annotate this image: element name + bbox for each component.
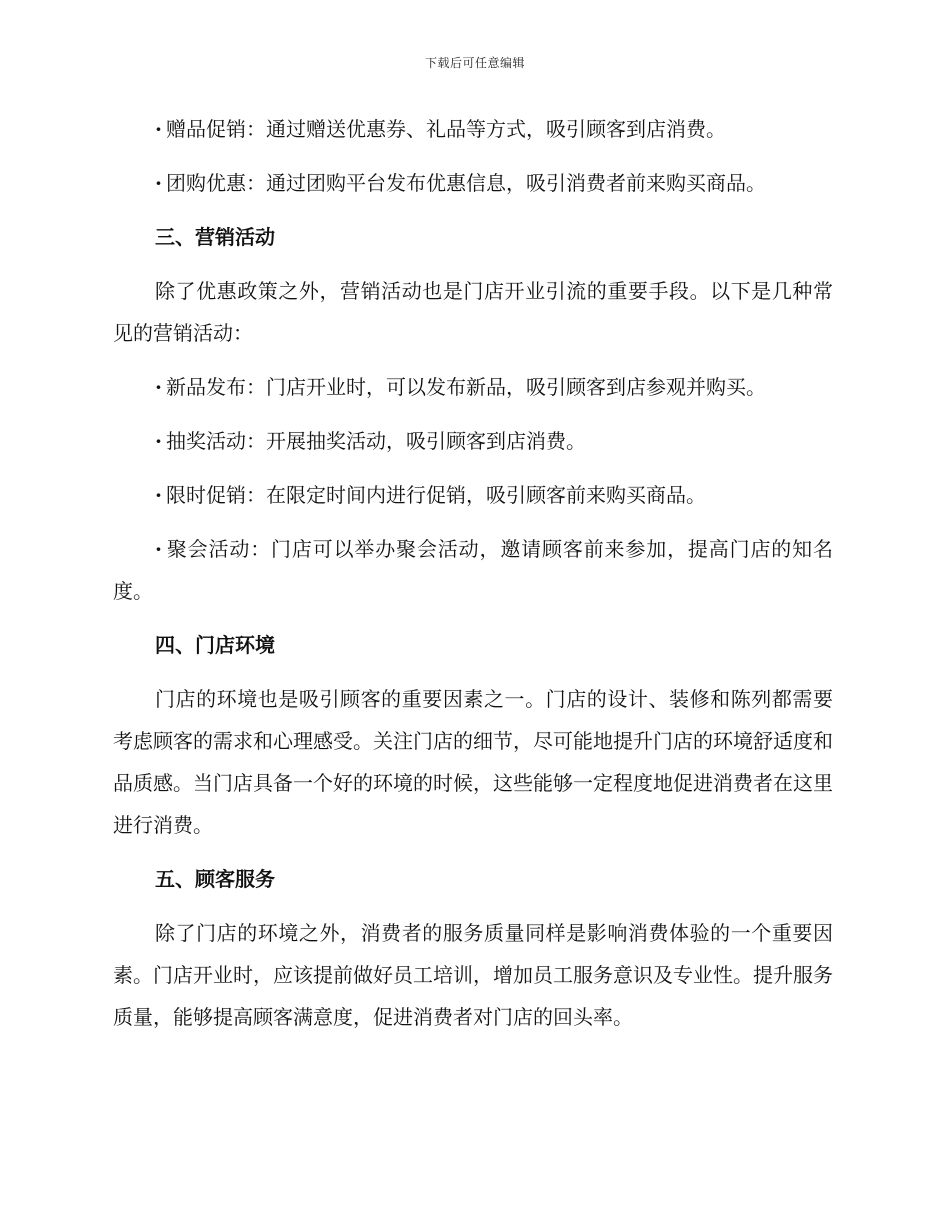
bullet-text: 新品发布：门店开业时，可以发布新品，吸引顾客到店参观并购买。: [165, 375, 766, 399]
bullet-new-product: [113, 366, 833, 408]
bullet-flash-sale: [113, 474, 833, 516]
bullet-party: [113, 528, 833, 612]
bullet-gift-promotion: [113, 108, 833, 150]
bullet-lottery: [113, 420, 833, 462]
paragraph-marketing-intro: 除了优惠政策之外，营销活动也是门店开业引流的重要手段。以下是几种常见的营销活动：: [113, 279, 833, 345]
bullet-marker: ·: [155, 375, 162, 399]
bullet-text: 聚会活动：门店可以举办聚会活动，邀请顾客前来参加，提高门店的知名度。: [113, 537, 833, 603]
bullet-text: 限时促销：在限定时间内进行促销，吸引顾客前来购买商品。: [165, 483, 706, 507]
bullet-text: 团购优惠：通过团购平台发布优惠信息，吸引消费者前来购买商品。: [165, 171, 766, 195]
page-header: 下载后可任意编辑: [424, 56, 525, 70]
paragraph-environment: 门店的环境也是吸引顾客的重要因素之一。门店的设计、装修和陈列都需要考虑顾客的需求和心理感受。关注门店的细节，尽可能地提升门店的环境舒适度和品质感。当门店具备一个好的环境的时候，这些能够一定程度地促进消费者在这里进行消费。: [113, 687, 833, 837]
bullet-text: 赠品促销：通过赠送优惠券、礼品等方式，吸引顾客到店消费。: [165, 117, 726, 141]
section-heading-marketing: 三、营销活动: [155, 225, 275, 249]
bullet-marker: ·: [155, 117, 162, 141]
bullet-marker: ·: [155, 483, 162, 507]
document-body: [113, 108, 833, 1050]
bullet-marker: ·: [155, 537, 162, 561]
bullet-text: 抽奖活动：开展抽奖活动，吸引顾客到店消费。: [165, 429, 586, 453]
section-heading-environment: 四、门店环境: [155, 633, 275, 657]
bullet-marker: ·: [155, 171, 162, 195]
bullet-marker: ·: [155, 429, 162, 453]
bullet-group-buy: [113, 162, 833, 204]
section-heading-service: 五、顾客服务: [155, 867, 275, 891]
paragraph-service: 除了门店的环境之外，消费者的服务质量同样是影响消费体验的一个重要因素。门店开业时，应该提前做好员工培训，增加员工服务意识及专业性。提升服务质量，能够提高顾客满意度，促进消费者对门店的回头率。: [113, 921, 833, 1029]
